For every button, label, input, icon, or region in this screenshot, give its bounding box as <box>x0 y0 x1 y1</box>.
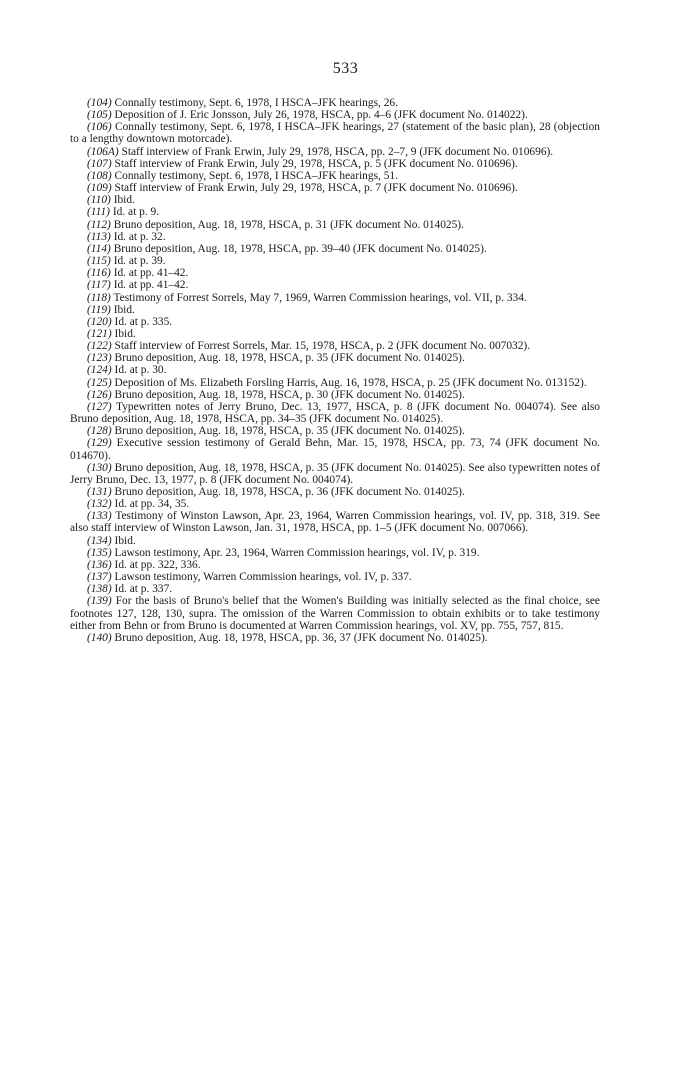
footnote <box>70 547 600 559</box>
footnote-number: (125) <box>87 376 112 389</box>
footnote-number: (120) <box>87 315 112 328</box>
footnote-text: Id. at p. 337. <box>114 583 173 596</box>
footnote-number: (122) <box>87 340 112 353</box>
footnote <box>70 632 600 644</box>
footnote-text: Id. at p. 9. <box>112 206 160 219</box>
footnote <box>70 182 600 194</box>
footnote-text: Lawson testimony, Warren Commission hearings, vol. IV, p. 337. <box>114 571 412 584</box>
footnote-number: (113) <box>87 230 111 243</box>
footnote-text: Bruno deposition, Aug. 18, 1978, HSCA, pp. 36, 37 (JFK document No. 014025). <box>114 631 488 644</box>
footnote <box>70 267 600 279</box>
footnote-number: (128) <box>87 425 112 438</box>
footnote-number: (134) <box>87 534 112 547</box>
footnote-number: (132) <box>87 498 112 511</box>
footnote-text: Bruno deposition, Aug. 18, 1978, HSCA, p. 36 (JFK document No. 014025). <box>114 486 465 498</box>
footnote-number: (115) <box>87 255 111 268</box>
footnote-number: (119) <box>87 303 111 316</box>
footnote <box>70 194 600 206</box>
footnote-number: (110) <box>87 194 111 207</box>
footnote-text: Testimony of Forrest Sorrels, May 7, 1969, Warren Commission hearings, vol. VII, p. 334. <box>113 291 527 304</box>
footnote <box>70 255 600 267</box>
footnote-text: Id. at pp. 41–42. <box>113 267 189 280</box>
footnote-text: Id. at p. 335. <box>114 315 173 328</box>
footnote-text: Deposition of Ms. Elizabeth Forsling Harris, Aug. 16, 1978, HSCA, p. 25 (JFK document No. 013152). <box>114 376 587 389</box>
footnote-text: Bruno deposition, Aug. 18, 1978, HSCA, p. 35 (JFK document No. 014025). <box>114 425 465 438</box>
footnote <box>70 595 600 631</box>
footnote-text: Bruno deposition, Aug. 18, 1978, HSCA, pp. 39–40 (JFK document No. 014025). <box>113 242 487 255</box>
footnote-number: (112) <box>87 218 111 231</box>
footnote-number: (108) <box>87 169 112 182</box>
footnote <box>70 571 600 583</box>
footnote-number: (107) <box>87 157 112 170</box>
footnote-text: Bruno deposition, Aug. 18, 1978, HSCA, p. 30 (JFK document No. 014025). <box>114 388 465 401</box>
footnote-text: Bruno deposition, Aug. 18, 1978, HSCA, p. 35 (JFK document No. 014025). See also typewritten notes of Jerry Bruno, Dec. 13, 1977, p. 8 (JFK document No. 004074). <box>70 461 601 486</box>
footnote-number: (124) <box>87 364 112 377</box>
footnote <box>70 583 600 595</box>
footnote-number: (105) <box>87 109 112 122</box>
footnote-text: Bruno deposition, Aug. 18, 1978, HSCA, p. 35 (JFK document No. 014025). <box>114 352 465 365</box>
footnote <box>70 316 600 328</box>
footnote <box>70 97 600 109</box>
footnote <box>70 109 600 121</box>
footnote <box>70 510 600 534</box>
footnote-text: Ibid. <box>113 194 135 207</box>
footnote <box>70 364 600 376</box>
footnote-text: Ibid. <box>114 327 136 340</box>
footnote <box>70 328 600 340</box>
footnote <box>70 292 600 304</box>
footnote-number: (140) <box>87 631 112 644</box>
footnote-number: (139) <box>87 595 112 608</box>
footnote-number: (117) <box>87 279 111 292</box>
footnote-number: (121) <box>87 327 112 340</box>
footnote-text: Staff interview of Frank Erwin, July 29, 1978, HSCA, pp. 2–7, 9 (JFK document No. 010696). <box>121 145 554 158</box>
footnote-text: Deposition of J. Eric Jonsson, July 26, 1978, HSCA, pp. 4–6 (JFK document No. 014022). <box>114 109 528 122</box>
footnote <box>70 352 600 364</box>
footnote-number: (129) <box>87 437 112 450</box>
footnote-text: Typewritten notes of Jerry Bruno, Dec. 13, 1977, HSCA, p. 8 (JFK document No. 004074). See also Bruno deposition, Aug. 18, 1978, HSCA, pp. 34–35 (JFK document No. 014025). <box>70 400 600 426</box>
footnote <box>70 425 600 437</box>
footnote <box>70 498 600 510</box>
footnote-text: Staff interview of Frank Erwin, July 29, 1978, HSCA, p. 7 (JFK document No. 010696). <box>114 182 518 195</box>
footnote-text: Connally testimony, Sept. 6, 1978, I HSCA–JFK hearings, 51. <box>114 169 398 182</box>
footnote-number: (136) <box>87 558 112 571</box>
footnote-number: (127) <box>87 400 112 413</box>
footnote-text: Connally testimony, Sept. 6, 1978, I HSCA–JFK hearings, 26. <box>114 97 398 109</box>
footnote <box>70 462 600 486</box>
footnote-text: Id. at p. 39. <box>113 255 166 268</box>
footnote <box>70 219 600 231</box>
footnote-text: For the basis of Bruno's belief that the Women's Building was initially selected as the final choice, see footnotes 127, 128, 130, supra. The omission of the Warren Commission to obtain exhibits or to take testimony either from Behn or from Bruno is documented at Warren Commission hearings, vol. XV, pp. 755, 757, 815. <box>70 595 600 632</box>
footnote-number: (116) <box>87 267 111 280</box>
footnote-text: Staff interview of Forrest Sorrels, Mar. 15, 1978, HSCA, p. 2 (JFK document No. 007032). <box>114 340 531 353</box>
footnote-number: (109) <box>87 182 112 195</box>
footnote <box>70 231 600 243</box>
footnote-text: Id. at p. 30. <box>114 364 167 377</box>
footnote <box>70 535 600 547</box>
footnote-number: (114) <box>87 242 111 255</box>
footnote-text: Id. at pp. 322, 336. <box>114 558 201 571</box>
footnote-text: Id. at pp. 41–42. <box>113 279 189 292</box>
footnote <box>70 401 600 425</box>
footnote-number: (118) <box>87 291 111 304</box>
footnote <box>70 279 600 291</box>
footnote-text: Id. at pp. 34, 35. <box>114 498 190 511</box>
footnote-number: (133) <box>87 510 112 523</box>
footnote-text: Connally testimony, Sept. 6, 1978, I HSCA–JFK hearings, 27 (statement of the basic plan), 28 (objection to a lengthy downtown motorcade). <box>70 121 600 146</box>
footnote <box>70 559 600 571</box>
footnote <box>70 158 600 170</box>
footnote <box>70 486 600 498</box>
footnote-text: Bruno deposition, Aug. 18, 1978, HSCA, p. 31 (JFK document No. 014025). <box>113 218 464 231</box>
footnote-text: Testimony of Winston Lawson, Apr. 23, 1964, Warren Commission hearings, vol. IV, pp. 318, 319. See also staff interview of Winston Lawson, Jan. 31, 1978, HSCA, pp. 1–5 (JFK document No. 007066). <box>70 510 600 535</box>
footnote <box>70 170 600 182</box>
footnote-number: (123) <box>87 352 112 365</box>
footnote-number: (106) <box>87 121 112 134</box>
footnote <box>70 121 600 145</box>
footnote-number: (138) <box>87 583 112 596</box>
footnotes-list <box>70 97 600 644</box>
footnote-text: Executive session testimony of Gerald Behn, Mar. 15, 1978, HSCA, pp. 73, 74 (JFK document No. 014670). <box>70 437 600 462</box>
footnote <box>70 377 600 389</box>
footnote-number: (130) <box>87 461 112 474</box>
footnote <box>70 243 600 255</box>
footnote-number: (131) <box>87 486 112 498</box>
footnote <box>70 340 600 352</box>
footnote-text: Lawson testimony, Apr. 23, 1964, Warren Commission hearings, vol. IV, p. 319. <box>114 546 480 559</box>
footnote <box>70 437 600 461</box>
footnote-number: (137) <box>87 571 112 584</box>
footnote <box>70 389 600 401</box>
footnote <box>70 304 600 316</box>
page-number: 533 <box>332 60 359 77</box>
footnote <box>70 206 600 218</box>
footnote-number: (126) <box>87 388 112 401</box>
footnote-number: (104) <box>87 97 112 109</box>
footnote-number: (111) <box>87 206 110 219</box>
footnote <box>70 146 600 158</box>
footnote-text: Id. at p. 32. <box>113 230 166 243</box>
footnote-text: Ibid. <box>114 534 136 547</box>
footnote-number: (135) <box>87 546 112 559</box>
footnote-number: (106A) <box>87 145 119 158</box>
footnote-text: Staff interview of Frank Erwin, July 29, 1978, HSCA, p. 5 (JFK document No. 010696). <box>114 157 518 170</box>
footnote-text: Ibid. <box>113 303 135 316</box>
